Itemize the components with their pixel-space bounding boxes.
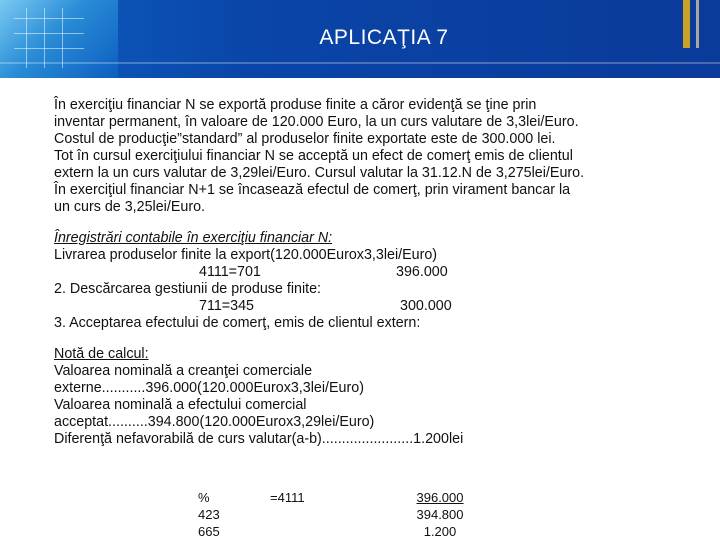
account-cell: %: [198, 490, 210, 505]
problem-line: Tot în cursul exerciţiului financiar N se acceptă un efect de comerţ emis de clientul: [54, 148, 573, 164]
entry-accounts: 4111=701: [199, 264, 261, 280]
entry-amount: 396.000: [396, 264, 448, 280]
accent-bar-thin: [696, 0, 699, 48]
problem-line: În exerciţiu financiar N se exportă produse finite a căror evidenţă se ţine prin: [54, 97, 537, 113]
problem-statement: [54, 97, 694, 216]
entry3-accounts: [198, 489, 220, 540]
header-rule: [0, 62, 720, 64]
entry-amount: 300.000: [400, 298, 452, 314]
amount-cell: 1.200: [423, 524, 457, 539]
amount-cell: 394.800: [416, 507, 464, 522]
problem-line: În exerciţiul financiar N+1 se încasează efectul de comerţ, prin virament bancar la: [54, 182, 571, 198]
journal-entry-2: [54, 298, 694, 315]
calculation-note: [54, 346, 694, 448]
record-step-3: 3. Acceptarea efectului de comerţ, emis de clientul extern:: [54, 315, 421, 331]
problem-line: un curs de 3,25lei/Euro.: [54, 199, 206, 215]
accent-bar: [683, 0, 690, 48]
amount-cell: 396.000: [416, 490, 464, 505]
account-cell: 665: [198, 524, 220, 539]
problem-line: Costul de producţie”standard” al produselor finite exportate este de 300.000 lei.: [54, 131, 556, 147]
entry-accounts: 711=345: [199, 298, 254, 314]
accounting-records: [54, 230, 694, 332]
calc-line: acceptat..........394.800(120.000Eurox3,29lei/Euro): [54, 414, 375, 430]
problem-line: inventar permanent, în valoare de 120.000 Euro, la un curs valutare de 3,3lei/Euro.: [54, 114, 579, 130]
record-step-1: Livrarea produselor finite la export(120.000Eurox3,3lei/Euro): [54, 247, 438, 263]
entry3-credit-account: [270, 489, 305, 506]
account-cell: =4111: [270, 490, 305, 505]
calc-line: Valoarea nominală a efectului comercial: [54, 397, 307, 413]
calc-line: externe...........396.000(120.000Eurox3,3lei/Euro): [54, 380, 364, 396]
slide-header: [0, 0, 720, 78]
calc-line: Valoarea nominală a creanţei comerciale: [54, 363, 313, 379]
entry3-amounts: [400, 489, 480, 540]
account-cell: 423: [198, 507, 220, 522]
calc-heading: Notă de calcul:: [54, 346, 149, 362]
page-title: APLICAŢIA 7: [319, 26, 449, 49]
slide-body: [54, 97, 694, 448]
problem-line: extern la un curs valutar de 3,29lei/Euro. Cursul valutar la 31.12.N de 3,275lei/Euro.: [54, 165, 585, 181]
calc-line: Diferenţă nefavorabilă de curs valutar(a-b).......................1.200lei: [54, 431, 464, 447]
record-step-2: 2. Descărcarea gestiunii de produse finite:: [54, 281, 322, 297]
records-heading: Înregistrări contabile în exerciţiu financiar N:: [54, 230, 333, 246]
journal-entry-1: [54, 264, 694, 281]
